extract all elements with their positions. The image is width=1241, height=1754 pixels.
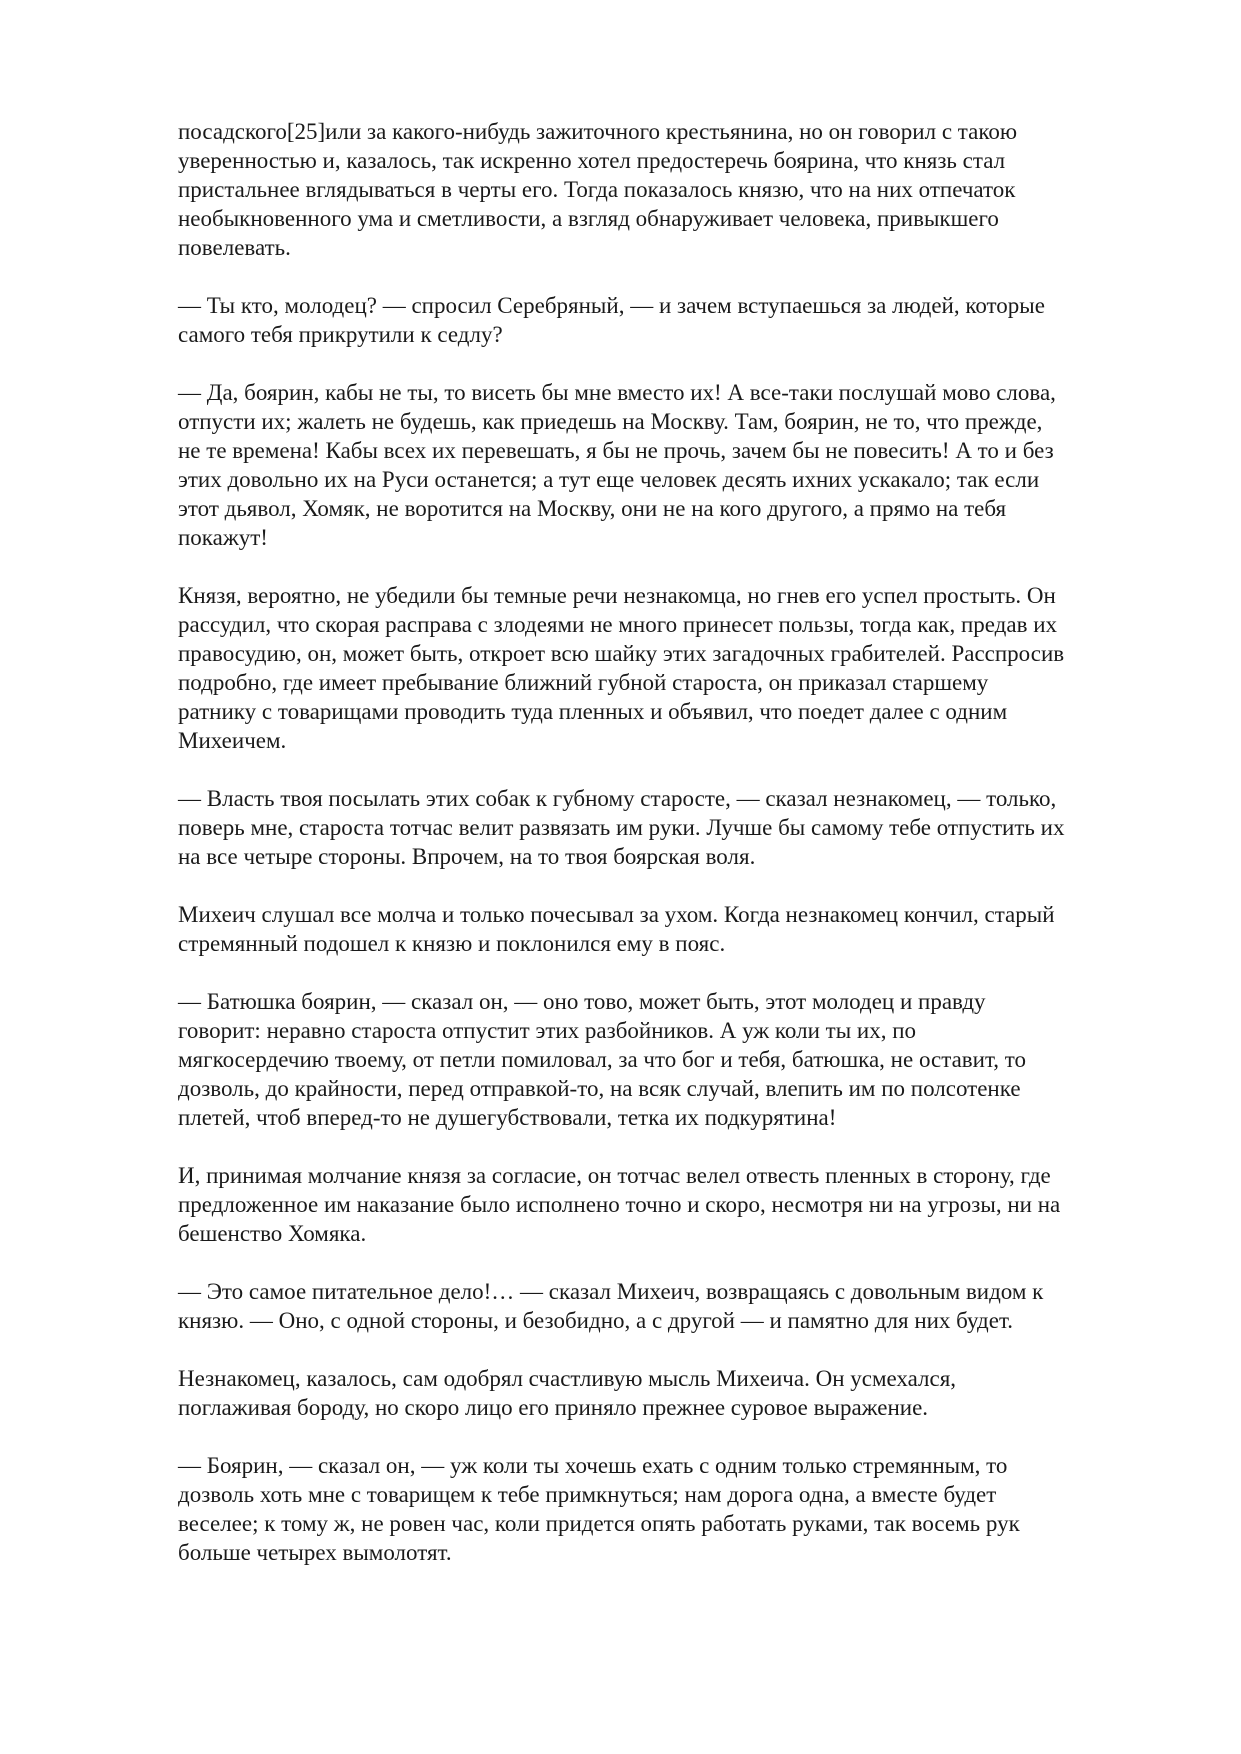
paragraph-2: — Ты кто, молодец? — спросил Серебряный, — и зачем вступаешься за людей, которые самого тебя прикрутили к седлу?: [178, 293, 1045, 347]
paragraph-3: — Да, боярин, кабы не ты, то висеть бы мне вместо их! А все-таки послушай мово слова, отпусти их; жалеть не будешь, как приедешь на Москву. Там, боярин, не то, что прежде, не те времена! Кабы всех их перевешать, я бы не прочь, зачем бы не повесить! А то и без этих довольно их на Руси останется; а тут еще человек десять ихних ускакало; так если этот дьявол, Хомяк, не воротится на Москву, они не на кого другого, а прямо на тебя покажут!: [178, 380, 1056, 550]
paragraph-8: И, принимая молчание князя за согласие, он тотчас велел отвесть пленных в сторону, где предложенное им наказание было исполнено точно и скоро, несмотря ни на угрозы, ни на бешенство Хомяка.: [178, 1163, 1061, 1246]
paragraph-1: посадского[25]или за какого-нибудь зажиточного крестьянина, но он говорил с такою уверенностью и, казалось, так искренно хотел предостеречь боярина, что князь стал пристальнее вглядываться в черты его. Тогда показалось князю, что на них отпечаток необыкновенного ума и сметливости, а взгляд обнаруживает человека, привыкшего повелевать.: [178, 119, 1018, 260]
body-text: [178, 117, 1138, 1596]
paragraph-5: — Власть твоя посылать этих собак к губному старосте, — сказал незнакомец, — только, поверь мне, староста тотчас велит развязать им руки. Лучше бы самому тебе отпустить их на все четыре стороны. Впрочем, на то твоя боярская воля.: [178, 786, 1065, 869]
paragraph-10: Незнакомец, казалось, сам одобрял счастливую мысль Михеича. Он усмехался, поглаживая бороду, но скоро лицо его приняло прежнее суровое выражение.: [178, 1366, 957, 1420]
paragraph-11: — Боярин, — сказал он, — уж коли ты хочешь ехать с одним только стремянным, то дозволь хоть мне с товарищем к тебе примкнуться; нам дорога одна, а вместе будет веселее; к тому ж, не ровен час, коли придется опять работать руками, так восемь рук больше четырех вымолотят.: [178, 1453, 1020, 1565]
paragraph-7: — Батюшка боярин, — сказал он, — оно тово, может быть, этот молодец и правду говорит: неравно староста отпустит этих разбойников. А уж коли ты их, по мягкосердечию твоему, от петли помиловал, за что бог и тебя, батюшка, не оставит, то дозволь, до крайности, перед отправкой-то, на всяк случай, влепить им по полсотенке плетей, чтоб вперед-то не душегубствовали, тетка их подкурятина!: [178, 989, 1027, 1130]
paragraph-6: Михеич слушал все молча и только почесывал за ухом. Когда незнакомец кончил, старый стремянный подошел к князю и поклонился ему в пояс.: [178, 902, 1055, 956]
paragraph-9: — Это самое питательное дело!… — сказал Михеич, возвращаясь с довольным видом к князю. — Оно, с одной стороны, и безобидно, а с другой — и памятно для них будет.: [178, 1279, 1044, 1333]
paragraph-4: Князя, вероятно, не убедили бы темные речи незнакомца, но гнев его успел простыть. Он рассудил, что скорая расправа с злодеями не много принесет пользы, тогда как, предав их правосудию, он, может быть, откроет всю шайку этих загадочных грабителей. Расспросив подробно, где имеет пребывание ближний губной староста, он приказал старшему ратнику с товарищами проводить туда пленных и объявил, что поедет далее с одним Михеичем.: [178, 583, 1065, 753]
